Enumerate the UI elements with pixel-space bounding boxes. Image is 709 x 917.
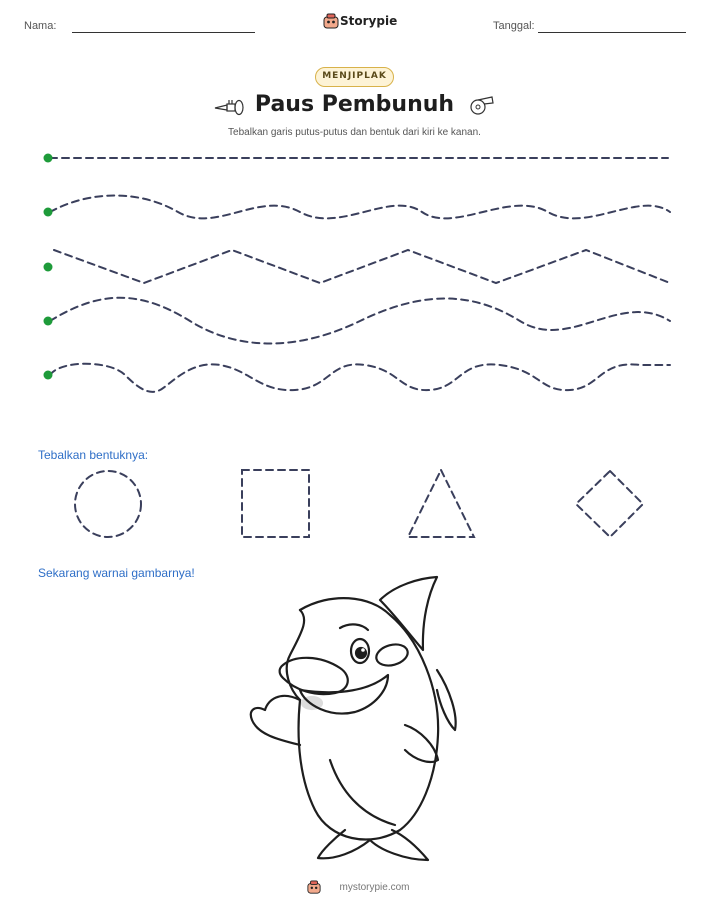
page-title: Paus Pembunuh — [254, 92, 455, 117]
date-label: Tanggal: — [493, 20, 535, 32]
start-dot — [44, 263, 53, 272]
start-dot — [44, 371, 53, 380]
orca-drawing — [251, 577, 456, 860]
instructions: Tebalkan garis putus-putus dan bentuk dari kiri ke kanan. — [228, 127, 481, 138]
shape-triangle — [408, 470, 474, 537]
brand-name: Storypie — [340, 14, 398, 28]
start-dot — [44, 317, 53, 326]
name-label: Nama: — [24, 20, 57, 32]
shapes-heading: Tebalkan bentuknya: — [38, 448, 149, 462]
footer-url[interactable]: mystorypie.com — [339, 882, 410, 893]
category-badge: MENJIPLAK — [315, 67, 394, 87]
start-dot — [44, 154, 53, 163]
tracing-line-zigzag — [54, 250, 670, 283]
start-dot — [44, 208, 53, 217]
tracing-line-wave-1 — [50, 196, 670, 219]
shape-circle — [75, 471, 141, 537]
shape-square — [242, 470, 309, 537]
tracing-line-wave-2 — [50, 298, 670, 344]
tracing-line-wave-3 — [50, 364, 670, 392]
shape-diamond — [576, 471, 643, 537]
color-heading: Sekarang warnai gambarnya! — [38, 566, 195, 580]
